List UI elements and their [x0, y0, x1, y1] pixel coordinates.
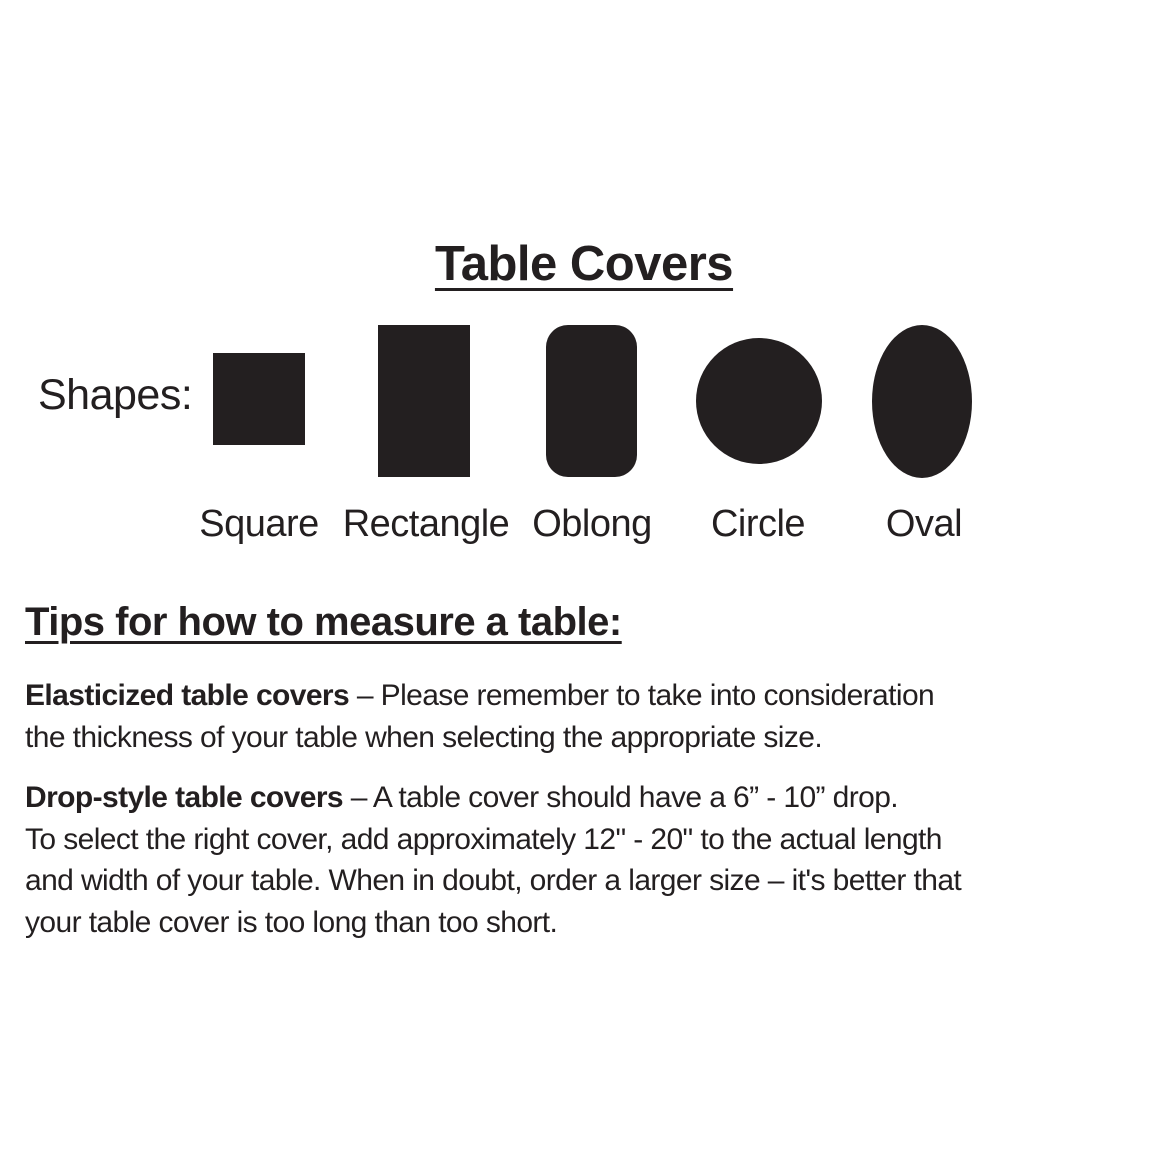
- oblong-shape-icon: [546, 325, 637, 477]
- paragraph-text-line: – A table cover should have a 6” - 10” drop.: [343, 781, 899, 814]
- tips-section: [25, 600, 1150, 962]
- circle-shape-icon: [696, 338, 822, 464]
- paragraph-lead: Elasticized table covers: [25, 679, 350, 712]
- paragraph-text-line: your table cover is too long than too short.: [25, 905, 558, 939]
- square-shape-label: Square: [199, 503, 319, 545]
- circle-shape-label: Circle: [710, 503, 806, 545]
- oblong-shape-label: Oblong: [532, 503, 652, 545]
- paragraph-text-line: To select the right cover, add approximately 12" - 20" to the actual length: [25, 822, 942, 856]
- tips-heading: Tips for how to measure a table:: [25, 600, 622, 644]
- paragraph-lead: Drop-style table covers: [25, 781, 343, 814]
- page-title: Table Covers: [434, 236, 734, 291]
- paragraph-text-line: – Please remember to take into consideration: [349, 679, 935, 712]
- oval-shape-label: Oval: [885, 503, 963, 545]
- paragraph-elasticized-covers: [25, 675, 1150, 758]
- square-shape-icon: [213, 353, 305, 445]
- rectangle-shape-label: Rectangle: [342, 503, 510, 545]
- rectangle-shape-icon: [378, 325, 470, 477]
- paragraph-text-line: and width of your table. When in doubt, order a larger size – it's better that: [25, 864, 962, 897]
- paragraph-text-line: the thickness of your table when selecting the appropriate size.: [25, 720, 823, 754]
- oval-shape-icon: [872, 325, 972, 478]
- paragraph-drop-style-covers: [25, 777, 1150, 943]
- shapes-row-label: Shapes:: [38, 371, 193, 419]
